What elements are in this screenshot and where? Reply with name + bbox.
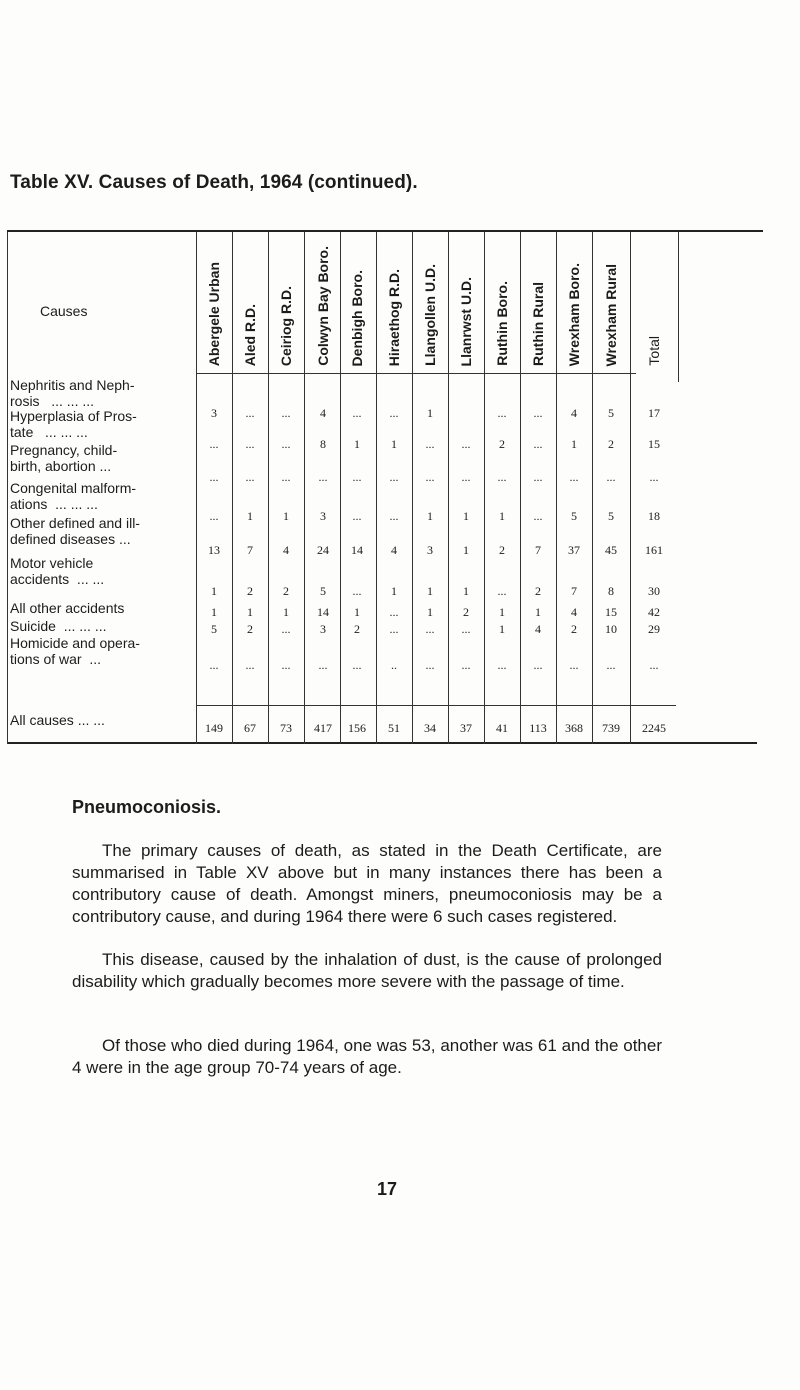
table-cell: ... xyxy=(245,437,255,451)
column-header-label: Aled R.D. xyxy=(242,303,258,366)
column-header-label: Denbigh Boro. xyxy=(349,269,365,366)
table-cell: 3 xyxy=(211,406,217,420)
table-cell: ... xyxy=(389,509,399,523)
table-cell: 1 xyxy=(247,509,253,523)
column-header-label: Ruthin Boro. xyxy=(494,281,510,366)
column-header-label: Llanrwst U.D. xyxy=(458,276,474,366)
table-column-divider xyxy=(678,232,679,382)
table-cell: 5 xyxy=(608,406,614,420)
table-cell: 4 xyxy=(283,543,289,557)
table-cell: 30 xyxy=(648,584,660,598)
table-cell: 15 xyxy=(605,605,617,619)
table-cell: 5 xyxy=(211,622,217,636)
table-cell: ... xyxy=(461,622,471,636)
table-cell: ... xyxy=(352,509,362,523)
table-column-divider xyxy=(556,232,557,744)
row-label: Other defined and ill- defined diseases ... xyxy=(10,515,140,547)
table-cell: 8 xyxy=(320,437,326,451)
table-cell: ... xyxy=(209,470,219,484)
table-cell: 45 xyxy=(605,543,617,557)
table-cell: ... xyxy=(352,658,362,672)
table-cell: 2245 xyxy=(642,721,666,735)
table-cell: 2 xyxy=(247,622,253,636)
column-header xyxy=(346,236,368,366)
table-cell: 73 xyxy=(280,721,292,735)
table-cell: 1 xyxy=(427,605,433,619)
table-cell: ... xyxy=(209,437,219,451)
table-cell: 14 xyxy=(351,543,363,557)
table-cell: 1 xyxy=(499,605,505,619)
table-left-border xyxy=(7,232,8,744)
table-cell: ... xyxy=(281,622,291,636)
table-cell: 4 xyxy=(571,406,577,420)
table-cell: ... xyxy=(606,470,616,484)
table-cell: ... xyxy=(497,658,507,672)
table-cell: ... xyxy=(281,406,291,420)
table-column-divider xyxy=(520,232,521,744)
table-cell: 29 xyxy=(648,622,660,636)
table-cell: 1 xyxy=(427,509,433,523)
table-cell: 1 xyxy=(571,437,577,451)
table-cell: 17 xyxy=(648,406,660,420)
table-cell: 1 xyxy=(354,605,360,619)
column-header xyxy=(563,236,585,366)
table-cell: ... xyxy=(389,406,399,420)
table-cell: 1 xyxy=(211,605,217,619)
table-cell: 113 xyxy=(529,721,547,735)
column-header-label: Colwyn Bay Boro. xyxy=(315,246,331,366)
table-cell: 1 xyxy=(463,509,469,523)
table-cell: 34 xyxy=(424,721,436,735)
column-header-label: Abergele Urban xyxy=(206,261,222,366)
table-column-divider xyxy=(592,232,593,744)
table-cell: 2 xyxy=(535,584,541,598)
paragraph-2: This disease, caused by the inhalation of dust, is the cause of prolonged disability which gradually becomes more severe with the passage of time. xyxy=(72,950,662,991)
table-cell: 3 xyxy=(427,543,433,557)
table-cell: .. xyxy=(391,658,397,672)
causes-header: Causes xyxy=(40,303,88,319)
table-cell: 41 xyxy=(496,721,508,735)
table-cell: ... xyxy=(209,509,219,523)
header-rule xyxy=(196,373,636,374)
table-cell: ... xyxy=(318,658,328,672)
column-header xyxy=(383,236,405,366)
table-cell: ... xyxy=(497,406,507,420)
table-cell: 149 xyxy=(205,721,223,735)
table-cell: 1 xyxy=(283,605,289,619)
table-cell: 42 xyxy=(648,605,660,619)
table-column-divider xyxy=(484,232,485,744)
row-label: Pregnancy, child- birth, abortion ... xyxy=(10,442,118,474)
table-column-divider xyxy=(196,232,197,744)
table-cell: 1 xyxy=(463,584,469,598)
column-header xyxy=(203,236,225,366)
table-cell: ... xyxy=(425,658,435,672)
table-cell: ... xyxy=(569,658,579,672)
table-cell: 1 xyxy=(535,605,541,619)
table-cell: ... xyxy=(389,622,399,636)
table-cell: 7 xyxy=(535,543,541,557)
table-cell: 1 xyxy=(463,543,469,557)
paragraph-1: The primary causes of death, as stated in the Death Certificate, are summarised in Table XV above but in many instances there has been a contributory cause of death. Amongst miners, pneumoconiosis may be a contributory cause, and during 1964 there were 6 such cases registered. xyxy=(72,841,662,926)
page-title: Table XV. Causes of Death, 1964 (continued). xyxy=(10,172,418,193)
row-label: Nephritis and Neph- rosis ... ... ... xyxy=(10,377,135,409)
table-cell: ... xyxy=(281,437,291,451)
table-cell: 2 xyxy=(571,622,577,636)
column-header-label: Hiraethog R.D. xyxy=(386,268,402,366)
table-cell: 1 xyxy=(427,406,433,420)
table-cell: 5 xyxy=(320,584,326,598)
table-cell: 3 xyxy=(320,622,326,636)
table-cell: 2 xyxy=(354,622,360,636)
column-header xyxy=(600,236,622,366)
table-cell: ... xyxy=(352,406,362,420)
table-cell: 8 xyxy=(608,584,614,598)
table-cell: 18 xyxy=(648,509,660,523)
table-cell: 156 xyxy=(348,721,366,735)
table-cell: ... xyxy=(281,658,291,672)
paragraph-3: Of those who died during 1964, one was 53, another was 61 and the other 4 were in the age group 70-74 years of age. xyxy=(72,1036,662,1077)
table-cell: 67 xyxy=(244,721,256,735)
table-cell: ... xyxy=(569,470,579,484)
table-cell: ... xyxy=(649,470,659,484)
row-label: Congenital malform- ations ... ... ... xyxy=(10,480,137,512)
table-cell: 1 xyxy=(283,509,289,523)
table-cell: 2 xyxy=(499,543,505,557)
table-cell: ... xyxy=(649,658,659,672)
table-cell: 1 xyxy=(391,437,397,451)
table-cell: 1 xyxy=(499,622,505,636)
row-label: Motor vehicle accidents ... ... xyxy=(10,555,105,587)
column-header xyxy=(527,236,549,366)
column-header-label: Wrexham Rural xyxy=(603,263,619,366)
table-cell: 14 xyxy=(317,605,329,619)
table-cell: ... xyxy=(533,406,543,420)
table-cell: 1 xyxy=(354,437,360,451)
table-cell: 10 xyxy=(605,622,617,636)
table-cell: ... xyxy=(461,437,471,451)
table-cell: 2 xyxy=(499,437,505,451)
table-cell: ... xyxy=(533,437,543,451)
table-cell: 4 xyxy=(320,406,326,420)
table-cell: 13 xyxy=(208,543,220,557)
table-column-divider xyxy=(630,232,631,744)
table-cell: 1 xyxy=(427,584,433,598)
table-cell: ... xyxy=(318,470,328,484)
column-header-label: Wrexham Boro. xyxy=(566,262,582,366)
table-cell: 1 xyxy=(391,584,397,598)
table-cell: ... xyxy=(425,437,435,451)
page-number: 17 xyxy=(377,1179,398,1199)
table-column-divider xyxy=(268,232,269,744)
table-cell: ... xyxy=(245,406,255,420)
column-header-label: Ruthin Rural xyxy=(530,282,546,366)
column-header xyxy=(312,236,334,366)
column-header-label: Llangollen U.D. xyxy=(422,264,438,366)
table-cell: 2 xyxy=(247,584,253,598)
table-cell: 7 xyxy=(571,584,577,598)
table-column-divider xyxy=(376,232,377,744)
table-cell: ... xyxy=(245,470,255,484)
column-header xyxy=(239,236,261,366)
table-cell: ... xyxy=(533,470,543,484)
table-column-divider xyxy=(448,232,449,744)
table-cell: 5 xyxy=(571,509,577,523)
table-cell: ... xyxy=(461,470,471,484)
table-cell: 1 xyxy=(247,605,253,619)
table-cell: ... xyxy=(245,658,255,672)
table-column-divider xyxy=(340,232,341,744)
totals-rule xyxy=(196,705,676,706)
table-bottom-rule xyxy=(7,742,757,744)
column-header-label: Total xyxy=(646,336,662,366)
row-label: Suicide ... ... ... xyxy=(10,618,107,634)
table-cell: ... xyxy=(425,470,435,484)
table-cell: ... xyxy=(533,658,543,672)
table-cell: 1 xyxy=(211,584,217,598)
column-header xyxy=(455,236,477,366)
table-cell: 1 xyxy=(499,509,505,523)
table-cell: ... xyxy=(352,584,362,598)
table-cell: ... xyxy=(389,470,399,484)
table-cell: 2 xyxy=(283,584,289,598)
table-cell: ... xyxy=(497,470,507,484)
column-header xyxy=(643,236,665,366)
table-cell: 37 xyxy=(460,721,472,735)
table-cell: ... xyxy=(352,470,362,484)
table-cell: 2 xyxy=(463,605,469,619)
row-label: Hyperplasia of Pros- tate ... ... ... xyxy=(10,408,137,440)
table-cell: 4 xyxy=(571,605,577,619)
table-cell: 51 xyxy=(388,721,400,735)
table-cell: ... xyxy=(606,658,616,672)
table-cell: ... xyxy=(461,658,471,672)
table-cell: 24 xyxy=(317,543,329,557)
column-header xyxy=(275,236,297,366)
row-label: All other accidents xyxy=(10,600,125,616)
table-cell: 739 xyxy=(602,721,620,735)
table-cell: 15 xyxy=(648,437,660,451)
table-cell: ... xyxy=(497,584,507,598)
table-cell: ... xyxy=(425,622,435,636)
table-column-divider xyxy=(412,232,413,744)
table-column-divider xyxy=(232,232,233,744)
table-cell: ... xyxy=(281,470,291,484)
section-heading: Pneumoconiosis. xyxy=(72,797,222,817)
table-cell: ... xyxy=(389,605,399,619)
table-cell: ... xyxy=(209,658,219,672)
table-cell: 37 xyxy=(568,543,580,557)
table-cell: 5 xyxy=(608,509,614,523)
row-label: Homicide and opera- tions of war ... xyxy=(10,635,140,667)
table-cell: 368 xyxy=(565,721,583,735)
column-header-label: Ceiriog R.D. xyxy=(278,285,294,366)
table-cell: 3 xyxy=(320,509,326,523)
column-header xyxy=(419,236,441,366)
column-header xyxy=(491,236,513,366)
table-cell: 2 xyxy=(608,437,614,451)
table-cell: 4 xyxy=(391,543,397,557)
table-cell: 7 xyxy=(247,543,253,557)
table-cell: 417 xyxy=(314,721,332,735)
table-cell: 161 xyxy=(645,543,663,557)
table-cell: 4 xyxy=(535,622,541,636)
table-column-divider xyxy=(304,232,305,744)
row-label: All causes ... ... xyxy=(10,712,105,728)
table-cell: ... xyxy=(533,509,543,523)
